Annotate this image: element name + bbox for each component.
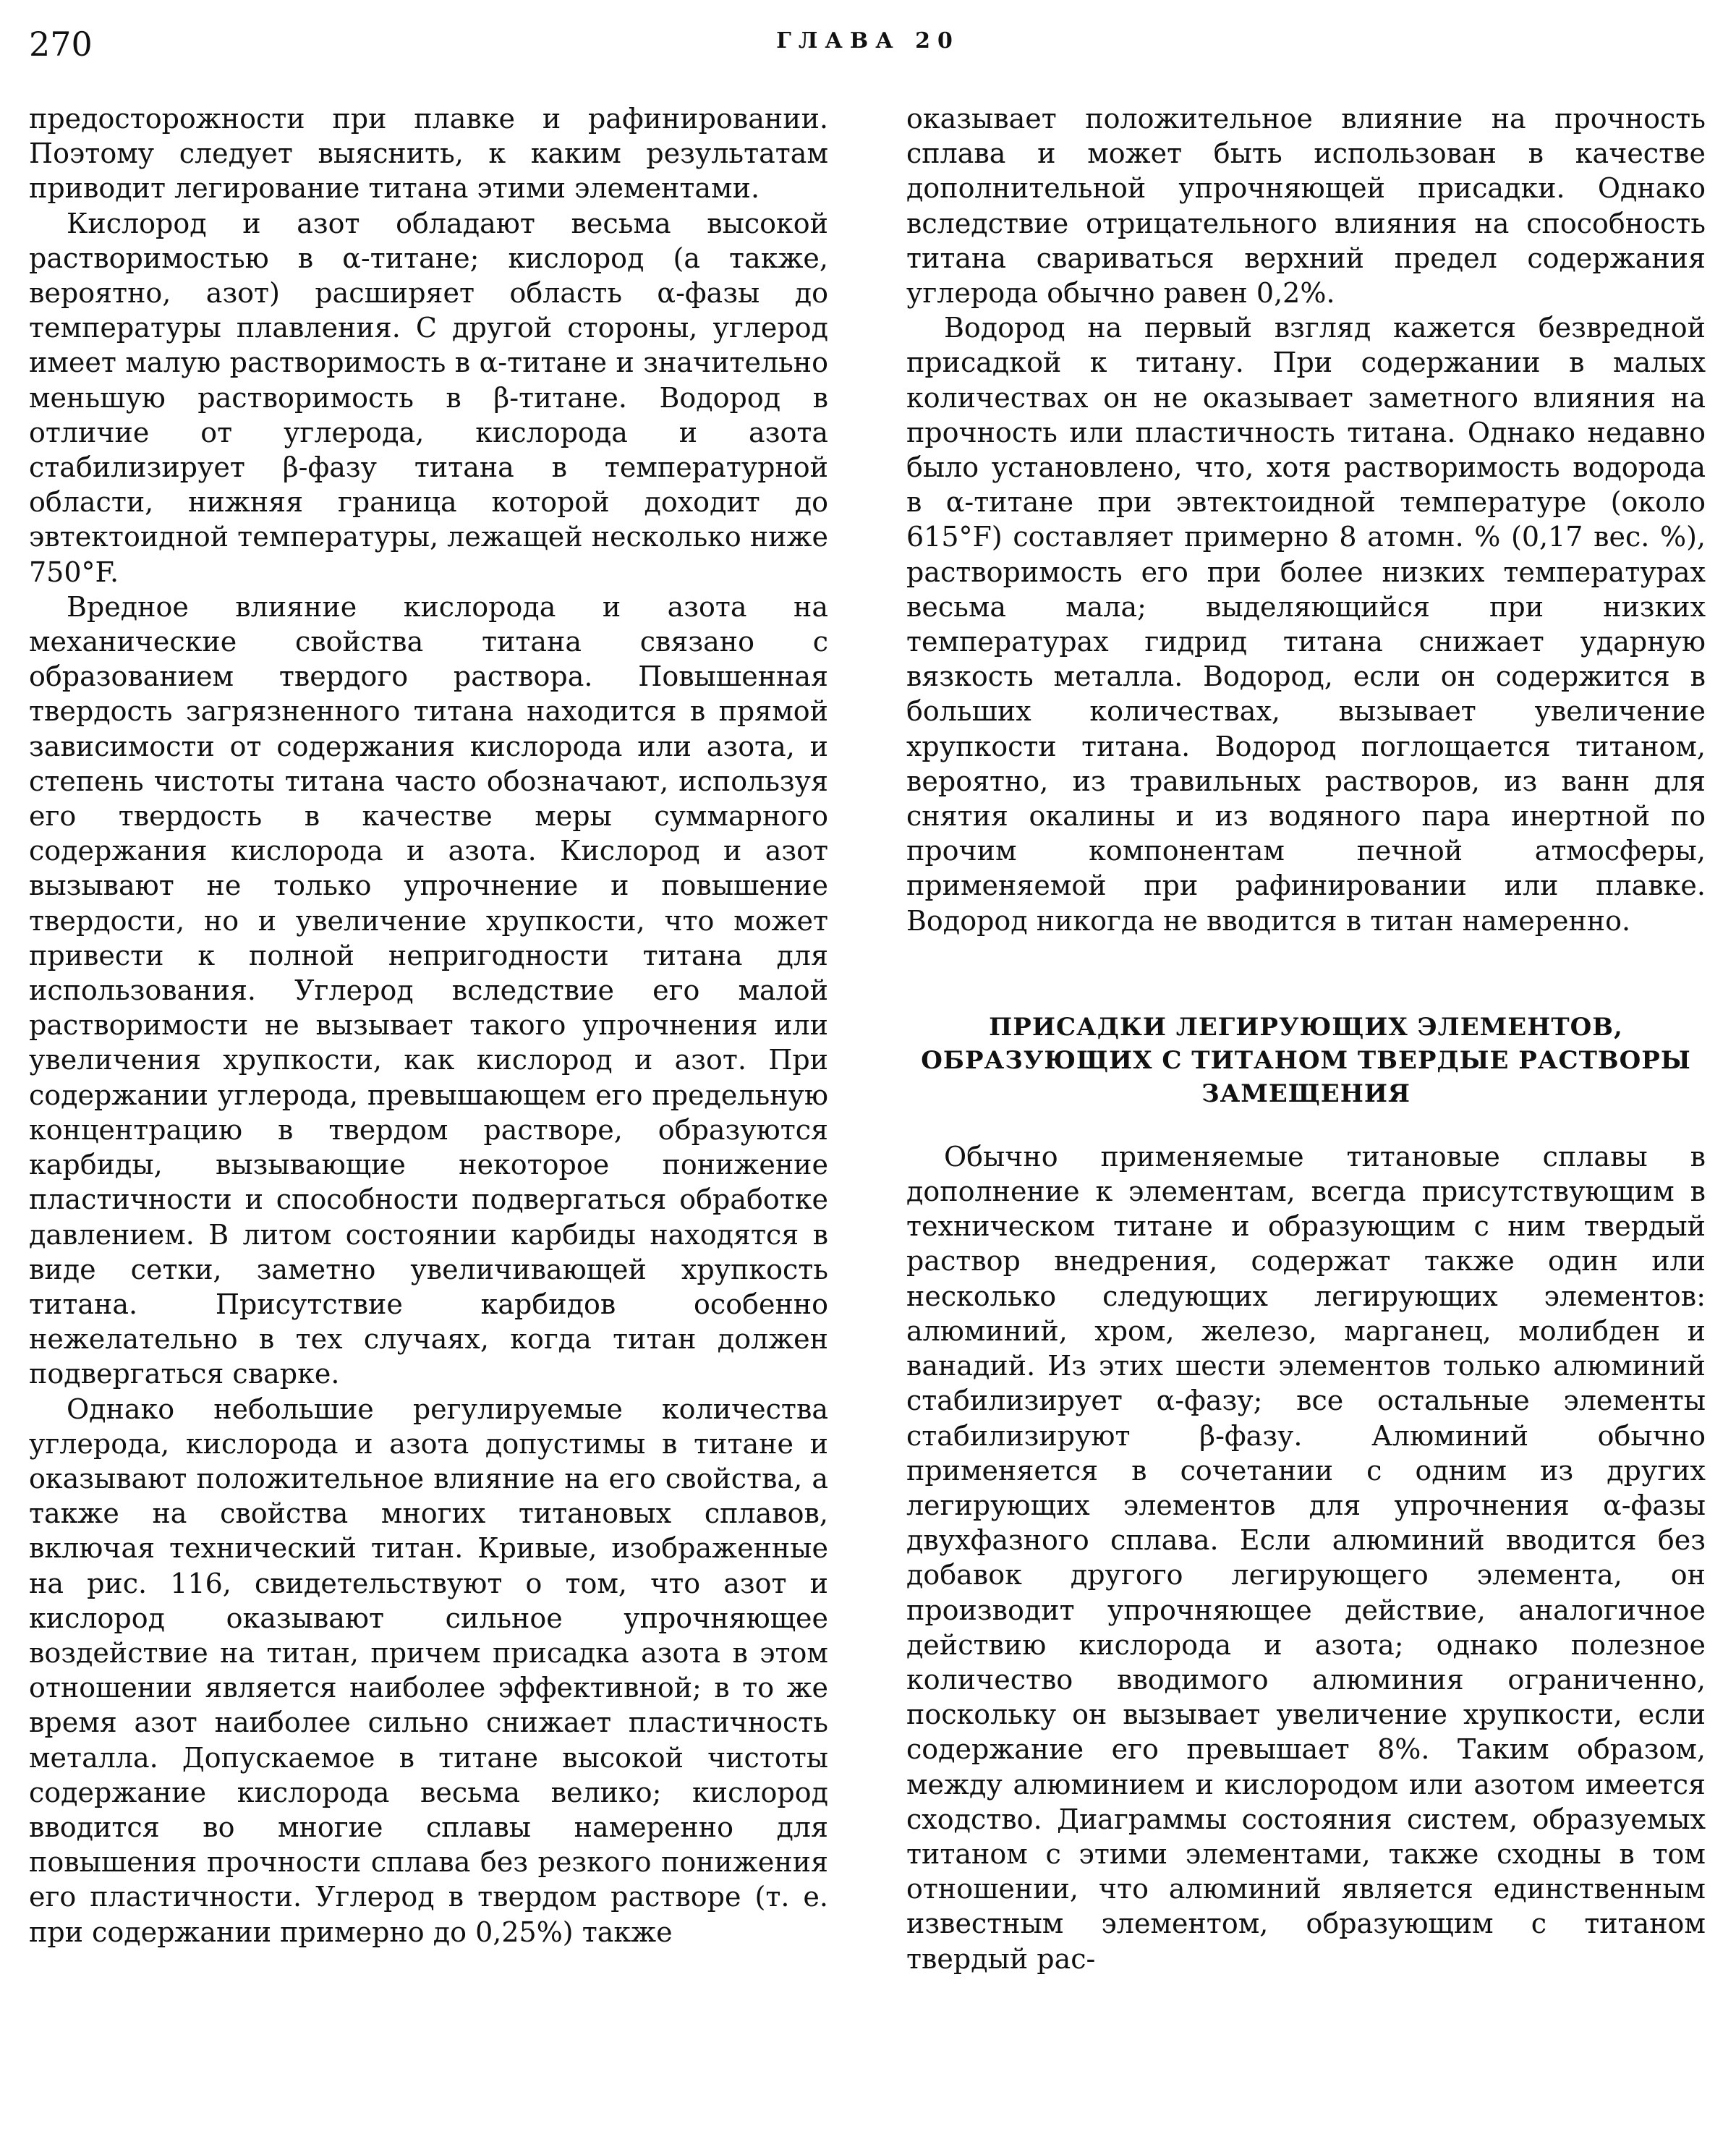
paragraph: Вредное влияние кислорода и азота на механические свойства титана связано с образованием твердого раствора. Повышенная твердость загрязненного титана находится в прямой зависимости от содержания кислорода или азота, и степень чистоты титана часто обозначают, используя его твердость в качестве меры суммарного содержания кислорода и азота. Кислород и азот вызывают не только упрочнение и повышение твердости, но и увеличение хрупкости, что может привести к полной непригодности титана для использования. Углерод вследствие его малой растворимости не вызывает такого упрочнения или увеличения хрупкости, как кислород и азот. При содержании углерода, превышающем его предельную концентрацию в твердом растворе, образуются карбиды, вызывающие некоторое понижение пластичности и способности подвергаться обработке давлением. В литом состоянии карбиды находятся в виде сетки, заметно увеличивающей хрупкость титана. Присутствие карбидов особенно нежелательно в тех случаях, когда титан должен подвергаться сварке. xyxy=(29,590,828,1390)
paragraph: предосторожности при плавке и рафинировании. Поэтому следует выяснить, к каким результатам приводит легирование титана этими элементами. xyxy=(29,103,828,205)
paragraph: Кислород и азот обладают весьма высокой растворимостью в α-титане; кислород (а также, вероятно, азот) расширяет область α-фазы до температуры плавления. С другой стороны, углерод имеет малую растворимость в α-титане и значительно меньшую растворимость в β-титане. Водород в отличие от углерода, кислорода и азота стабилизирует β-фазу титана в температурной области, нижняя граница которой доходит до эвтектоидной температуры, лежащей несколько ниже 750°F. xyxy=(29,207,828,588)
section-heading-line: ЗАМЕЩЕНИЯ xyxy=(1201,1079,1410,1108)
paragraph: Обычно применяемые титановые сплавы в дополнение к элементам, всегда присутствующим в техническом титане и образующим с ним твердый раствор внедрения, содержат также один или несколько следующих легирующих элементов: алюминий, хром, железо, марганец, молибден и ванадий. Из этих шести элементов только алюминий стабилизирует α-фазу; все остальные элементы стабилизируют β-фазу. Алюминий обычно применяется в сочетании с одним из других легирующих элементов для упрочнения α-фазы двухфазного сплава. Если алюминий вводится без добавок другого легирующего элемента, он производит упрочняющее действие, аналогичное действию кислорода и азота; однако полезное количество вводимого алюминия ограниченно, поскольку он вызывает увеличение хрупкости, если содержание его превышает 8%. Таким образом, между алюминием и кислородом или азотом имеется сходство. Диаграммы состояния систем, образуемых титаном с этими элементами, также сходны в том отношении, что алюминий является единственным известным элементом, образующим с титаном твердый рас- xyxy=(906,1140,1706,1975)
left-column xyxy=(29,101,828,1950)
page-number: 270 xyxy=(29,25,93,64)
paragraph: оказывает положительное влияние на прочность сплава и может быть использован в качестве дополнительной упрочняющей присадки. Однако вследствие отрицательного влияния на способность титана свариваться верхний предел содержания углерода обычно равен 0,2%. xyxy=(906,103,1706,310)
paragraph: Однако небольшие регулируемые количества углерода, кислорода и азота допустимы в титане и оказывают положительное влияние на его свойства, а также на свойства многих титановых сплавов, включая технический титан. Кривые, изображенные на рис. 116, свидетельствуют о том, что азот и кислород оказывают сильное упрочняющее воздействие на титан, причем присадка азота в этом отношении является наиболее эффективной; в то же время азот наиболее сильно снижает пластичность металла. Допускаемое в титане высокой чистоты содержание кислорода весьма велико; кислород вводится во многие сплавы намеренно для повышения прочности сплава без резкого понижения его пластичности. Углерод в твердом растворе (т. е. при содержании примерно до 0,25%) также xyxy=(29,1393,828,1948)
paragraph: Водород на первый взгляд кажется безвредной присадкой к титану. При содержании в малых количествах он не оказывает заметного влияния на прочность или пластичность титана. Однако недавно было установлено, что, хотя растворимость водорода в α-титане при эвтектоидной температуре (около 615°F) составляет примерно 8 атомн. % (0,17 вес. %), растворимость его при более низких температурах весьма мала; выделяющийся при низких температурах гидрид титана снижает ударную вязкость металла. Водород, если он содержится в больших количествах, вызывает увеличение хрупкости титана. Водород поглощается титаном, вероятно, из травильных растворов, из ванн для снятия окалины и из водяного пара инертной по прочим компонентам печной атмосферы, применяемой при рафинировании или плавке. Водород никогда не вводится в титан намеренно. xyxy=(906,312,1706,937)
section-heading-line: ОБРАЗУЮЩИХ С ТИТАНОМ ТВЕРДЫЕ РАСТВОРЫ xyxy=(921,1045,1691,1075)
right-column xyxy=(906,101,1706,1976)
section-heading-line: ПРИСАДКИ ЛЕГИРУЮЩИХ ЭЛЕМЕНТОВ, xyxy=(989,1012,1623,1042)
running-head: ГЛАВА 20 xyxy=(776,28,960,54)
section-heading xyxy=(906,1011,1706,1110)
